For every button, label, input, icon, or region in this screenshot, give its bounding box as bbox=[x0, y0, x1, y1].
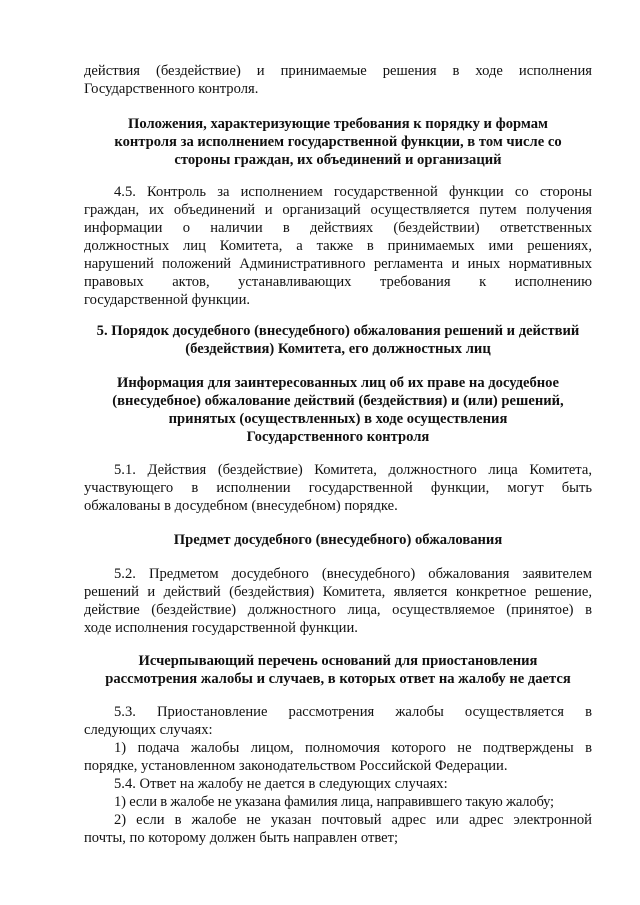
text-line: государственной функции. bbox=[84, 292, 251, 308]
heading-line: (бездействия) Комитета, его должностных лиц bbox=[185, 341, 491, 357]
heading-grounds bbox=[84, 652, 592, 688]
text-line: правовых актов, устанавливающих требования к исполнению bbox=[84, 274, 592, 290]
text-line: 1) если в жалобе не указана фамилия лица, направившего такую жалобу; bbox=[114, 794, 554, 810]
text-line: граждан, их объединений и организаций осуществляется путем получения bbox=[84, 202, 592, 218]
text-line: действия (бездействие) и принимаемые решения в ходе исполнения bbox=[84, 63, 592, 79]
paragraph-5-1 bbox=[84, 461, 592, 515]
intro-paragraph bbox=[84, 62, 592, 98]
heading-line: Предмет досудебного (внесудебного) обжалования bbox=[173, 532, 503, 548]
heading-line: Исчерпывающий перечень оснований для приостановления bbox=[138, 653, 538, 669]
text-line: участвующего в исполнении государственной функции, могут быть bbox=[84, 480, 592, 496]
text-line: Государственного контроля. bbox=[84, 81, 259, 97]
text-line: 5.2. Предметом досудебного (внесудебного) обжалования заявителем bbox=[114, 566, 592, 582]
section-5-heading bbox=[84, 322, 592, 358]
text-line: порядке, установленном законодательством Российской Федерации. bbox=[84, 758, 508, 774]
heading-line: Государственного контроля bbox=[246, 429, 430, 445]
text-line: решений и действий (бездействия) Комитета, является конкретное решение, bbox=[84, 584, 592, 600]
heading-line: контроля за исполнением государственной функции, в том числе со bbox=[114, 134, 562, 150]
text-line: 1) подача жалобы лицом, полномочия которого не подтверждены в bbox=[114, 740, 592, 756]
text-line: 2) если в жалобе не указан почтовый адрес или адрес электронной bbox=[114, 812, 592, 828]
paragraph-4-5 bbox=[84, 183, 592, 309]
paragraph-5-4-2 bbox=[84, 811, 592, 847]
text-line: информации о наличии в действиях (бездействии) ответственных bbox=[84, 220, 592, 236]
heading-citizen-control bbox=[84, 115, 592, 169]
text-line: 5.1. Действия (бездействие) Комитета, должностного лица Комитета, bbox=[114, 462, 592, 478]
text-line: следующих случаях: bbox=[84, 722, 213, 738]
text-line: 4.5. Контроль за исполнением государственной функции со стороны bbox=[114, 184, 592, 200]
heading-line: 5. Порядок досудебного (внесудебного) обжалования решений и действий bbox=[96, 323, 580, 339]
text-line: почты, по которому должен быть направлен ответ; bbox=[84, 830, 399, 846]
text-line: 5.3. Приостановление рассмотрения жалобы осуществляется в bbox=[114, 704, 592, 720]
heading-line: принятых (осуществленных) в ходе осуществления bbox=[168, 411, 508, 427]
heading-line: (внесудебное) обжалование действий (бездействия) и (или) решений, bbox=[112, 393, 564, 409]
text-line: действие (бездействие) должностного лица, осуществляемое (принятое) в bbox=[84, 602, 592, 618]
text-line: 5.4. Ответ на жалобу не дается в следующих случаях: bbox=[114, 776, 448, 792]
heading-line: стороны граждан, их объединений и организаций bbox=[174, 152, 502, 168]
paragraph-5-3-1 bbox=[84, 739, 592, 775]
paragraph-5-4-1 bbox=[84, 793, 592, 811]
text-line: обжалованы в досудебном (внесудебном) порядке. bbox=[84, 498, 398, 514]
paragraph-5-3 bbox=[84, 703, 592, 739]
paragraph-5-2 bbox=[84, 565, 592, 637]
heading-line: Информация для заинтересованных лиц об их праве на досудебное bbox=[117, 375, 559, 391]
heading-info bbox=[84, 374, 592, 446]
heading-subject bbox=[84, 531, 592, 549]
heading-line: Положения, характеризующие требования к порядку и формам bbox=[128, 116, 548, 132]
text-line: нарушений положений Административного регламента и иных нормативных bbox=[84, 256, 592, 272]
heading-line: рассмотрения жалобы и случаев, в которых ответ на жалобу не дается bbox=[105, 671, 571, 687]
paragraph-5-4 bbox=[84, 775, 592, 793]
text-line: должностных лиц Комитета, а также в принимаемых ими решениях, bbox=[84, 238, 592, 254]
text-line: ходе исполнения государственной функции. bbox=[84, 620, 358, 636]
